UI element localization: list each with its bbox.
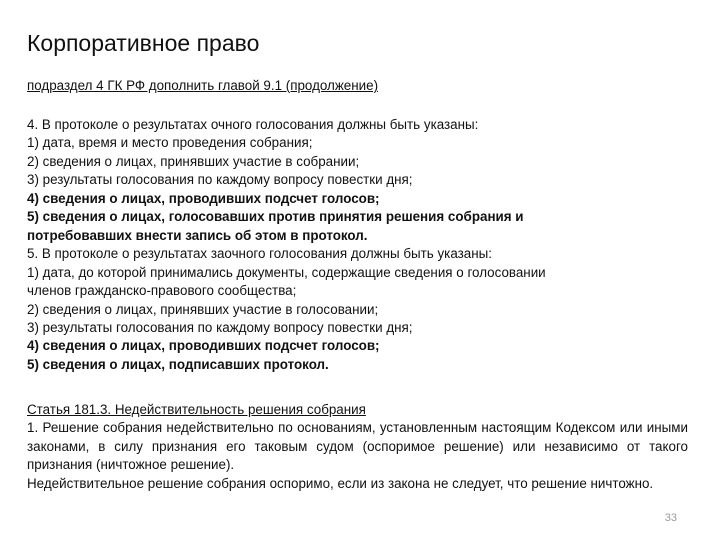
article-section: [27, 401, 688, 493]
text-line-bold: 5) сведения о лицах, голосовавших против принятия решения собрания и: [27, 209, 524, 225]
text-line: 2) сведения о лицах, принявших участие в собрании;: [27, 153, 360, 169]
page-number: 33: [664, 512, 677, 524]
text-line: 1) дата, время и место проведения собрания;: [27, 135, 313, 151]
text-line: 1) дата, до которой принимались документы, содержащие сведения о голосовании: [27, 264, 546, 280]
text-line: 5. В протоколе о результатах заочного голосования должны быть указаны:: [27, 246, 492, 262]
text-line-bold: 5) сведения о лицах, подписавших протокол.: [27, 356, 329, 372]
page-title: Корпоративное право: [27, 30, 260, 56]
text-line: 4. В протоколе о результатах очного голосования должны быть указаны:: [27, 117, 479, 132]
text-line-bold: потребовавших внести запись об этом в протокол.: [27, 227, 368, 243]
text-line: 2) сведения о лицах, принявших участие в голосовании;: [27, 301, 379, 317]
article-paragraph: 1. Решение собрания недействительно по основаниям, установленным настоящим Кодексом или иными законами, в силу признания его таковым судом (оспоримое решение) или независимо от такого признания (ничтожное решение).: [27, 420, 688, 473]
text-line-bold: 4) сведения о лицах, проводивших подсчет голосов;: [27, 190, 380, 206]
text-line: членов гражданско-правового сообщества;: [27, 283, 297, 299]
text-line: 3) результаты голосования по каждому вопросу повестки дня;: [27, 172, 413, 188]
article-paragraph: Недействительное решение собрания оспоримо, если из закона не следует, что решение ничтожно.: [27, 475, 654, 491]
text-line-bold: 4) сведения о лицах, проводивших подсчет голосов;: [27, 338, 380, 354]
section-subheading: подраздел 4 ГК РФ дополнить главой 9.1 (продолжение): [27, 78, 379, 93]
text-line: 3) результаты голосования по каждому вопросу повестки дня;: [27, 319, 413, 335]
article-title: Статья 181.3. Недействительность решения собрания: [27, 402, 366, 417]
protocol-requirements: [27, 116, 692, 374]
